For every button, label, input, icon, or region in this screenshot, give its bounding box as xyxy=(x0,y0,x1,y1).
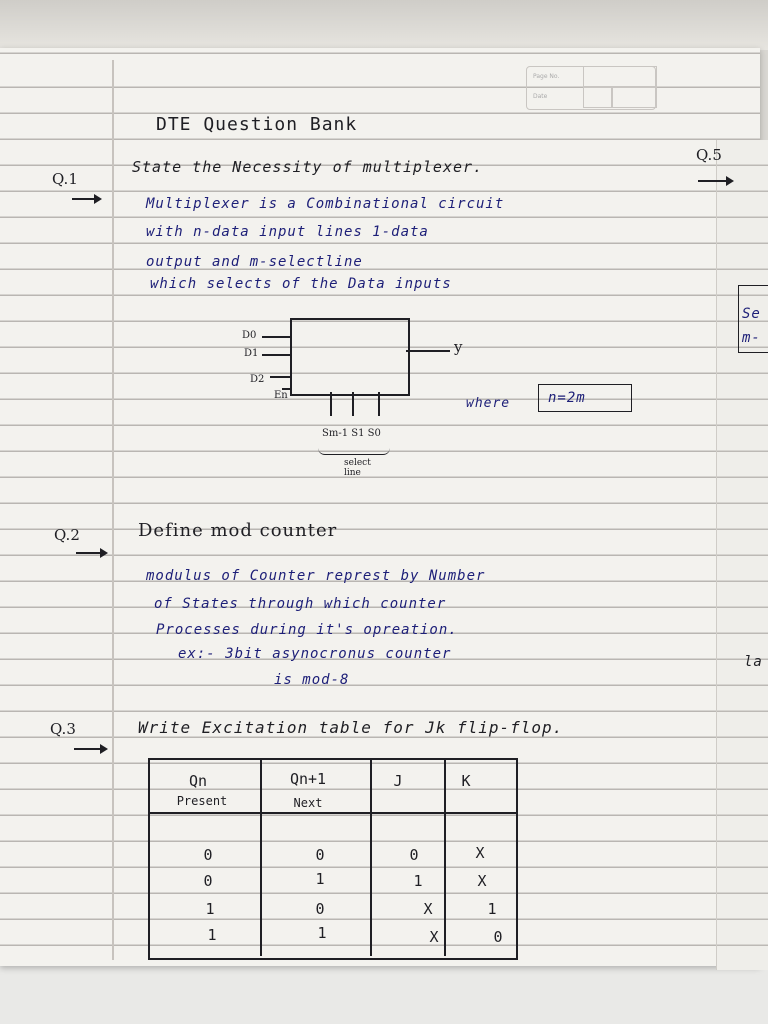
page-title: DTE Question Bank xyxy=(156,114,358,135)
table-cell: 0 xyxy=(315,900,325,918)
question-number: Q.1 xyxy=(52,170,78,188)
answer-line: of States through which counter xyxy=(154,596,447,612)
right-page-fragment: m- xyxy=(742,330,761,346)
photo-top-edge xyxy=(0,0,768,50)
select-brace xyxy=(318,448,390,455)
photo-bottom-edge xyxy=(0,960,768,1024)
table-header: K xyxy=(461,772,471,790)
table-cell: 1 xyxy=(205,900,215,918)
table-header-divider xyxy=(150,812,516,814)
input-wire xyxy=(262,354,290,356)
answer-line: output and m-selectline xyxy=(146,254,363,270)
right-page-arrow xyxy=(698,180,732,182)
answer-line: with n-data input lines 1-data xyxy=(146,224,429,240)
output-label: y xyxy=(454,338,463,356)
enable-wire xyxy=(282,388,292,390)
question-number: Q.2 xyxy=(54,526,80,544)
answer-line: modulus of Counter represt by Number xyxy=(146,568,486,584)
table-column-divider xyxy=(260,760,262,956)
table-cell: 1 xyxy=(487,900,497,918)
table-cell: X xyxy=(475,844,485,862)
input-label: D2 xyxy=(250,374,265,385)
right-page-fragment: la xyxy=(744,654,763,670)
table-header: Qn+1 xyxy=(289,770,327,788)
input-wire xyxy=(262,336,290,338)
output-wire xyxy=(406,350,450,352)
margin-line xyxy=(112,60,114,960)
answer-line: ex:- 3bit asynocronus counter xyxy=(178,646,452,662)
table-header: J xyxy=(393,772,403,790)
select-lines-label: Sm-1 S1 S0 xyxy=(322,428,381,439)
page-number-box xyxy=(526,66,656,110)
table-cell: 1 xyxy=(315,870,325,888)
table-subheader: Present xyxy=(176,794,228,808)
multiplexer-block xyxy=(290,318,410,396)
input-label: D0 xyxy=(242,330,257,341)
right-page-question-number: Q.5 xyxy=(696,146,722,164)
table-cell: 1 xyxy=(413,872,423,890)
table-cell: 0 xyxy=(493,928,503,946)
table-header: Qn xyxy=(188,772,208,790)
question-text: Write Excitation table for Jk flip-flop. xyxy=(138,718,564,737)
question-number: Q.3 xyxy=(50,720,76,738)
answer-line: is mod-8 xyxy=(274,672,350,688)
table-cell: 1 xyxy=(207,926,217,944)
date-label: Date xyxy=(533,93,548,100)
question-text: Define mod counter xyxy=(138,520,338,541)
answer-line: Processes during it's opreation. xyxy=(156,622,458,638)
table-cell: 0 xyxy=(315,846,325,864)
table-cell: 0 xyxy=(203,872,213,890)
select-wire xyxy=(352,392,354,416)
table-cell: 1 xyxy=(317,924,327,942)
answer-line: Multiplexer is a Combinational circuit xyxy=(146,196,505,212)
right-page-fragment: Se xyxy=(742,306,761,322)
table-subheader: Next xyxy=(293,796,323,810)
relation-prefix: where xyxy=(466,396,511,411)
table-cell: X xyxy=(423,900,433,918)
arrow-icon xyxy=(72,198,100,200)
arrow-icon xyxy=(76,552,106,554)
arrow-icon xyxy=(74,748,106,750)
input-label: D1 xyxy=(244,348,259,359)
select-wire xyxy=(330,392,332,416)
question-text: State the Necessity of multiplexer. xyxy=(132,158,484,176)
input-wire xyxy=(270,376,290,378)
page-no-label: Page No. xyxy=(533,73,560,80)
select-wire xyxy=(378,392,380,416)
answer-line: which selects of the Data inputs xyxy=(150,276,452,292)
excitation-table xyxy=(148,758,518,960)
adjacent-page xyxy=(716,140,768,970)
table-cell: X xyxy=(477,872,487,890)
select-line-caption: select line xyxy=(344,458,371,478)
relation-text: n=2m xyxy=(548,390,586,406)
enable-label: En xyxy=(274,390,288,401)
table-cell: 0 xyxy=(203,846,213,864)
table-cell: 0 xyxy=(409,846,419,864)
table-cell: X xyxy=(429,928,439,946)
